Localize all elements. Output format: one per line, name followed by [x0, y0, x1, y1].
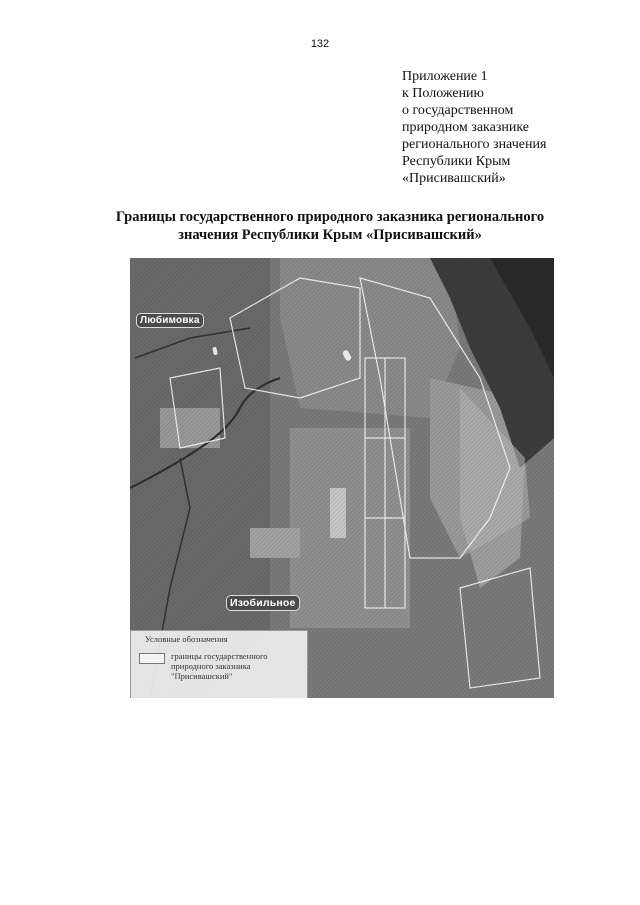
- legend-item-line: природного заказника: [171, 661, 251, 671]
- legend-item-line: границы государственного: [171, 651, 268, 661]
- legend-boundary-swatch: [139, 653, 165, 664]
- place-label-lyubimovka: Любимовка: [136, 313, 204, 328]
- legend-item-line: "Присивашский": [171, 671, 233, 681]
- appendix-line: о государственном: [402, 103, 514, 118]
- appendix-line: Республики Крым: [402, 154, 511, 169]
- reserve-boundary-map: [130, 258, 554, 698]
- map-tag: ​: [212, 347, 218, 356]
- map-tag: ​: [342, 349, 352, 362]
- appendix-header: [402, 68, 612, 187]
- title-line-1: Границы государственного природного заказника регионального: [115, 209, 545, 225]
- page-number: 132: [310, 38, 330, 50]
- legend-title: Условные обозначения: [145, 634, 228, 644]
- document-title: [60, 208, 600, 244]
- legend-item-text: [171, 651, 268, 681]
- appendix-line: Приложение 1: [402, 69, 488, 84]
- place-label-izobilnoe: Изобильное: [226, 595, 300, 611]
- appendix-line: природном заказнике: [402, 120, 530, 135]
- appendix-line: регионального значения: [402, 137, 547, 152]
- map-legend: [130, 630, 308, 698]
- appendix-line: «Присивашский»: [402, 171, 506, 186]
- appendix-line: к Положению: [402, 86, 485, 101]
- title-line-2: значения Республики Крым «Присивашский»: [178, 227, 482, 243]
